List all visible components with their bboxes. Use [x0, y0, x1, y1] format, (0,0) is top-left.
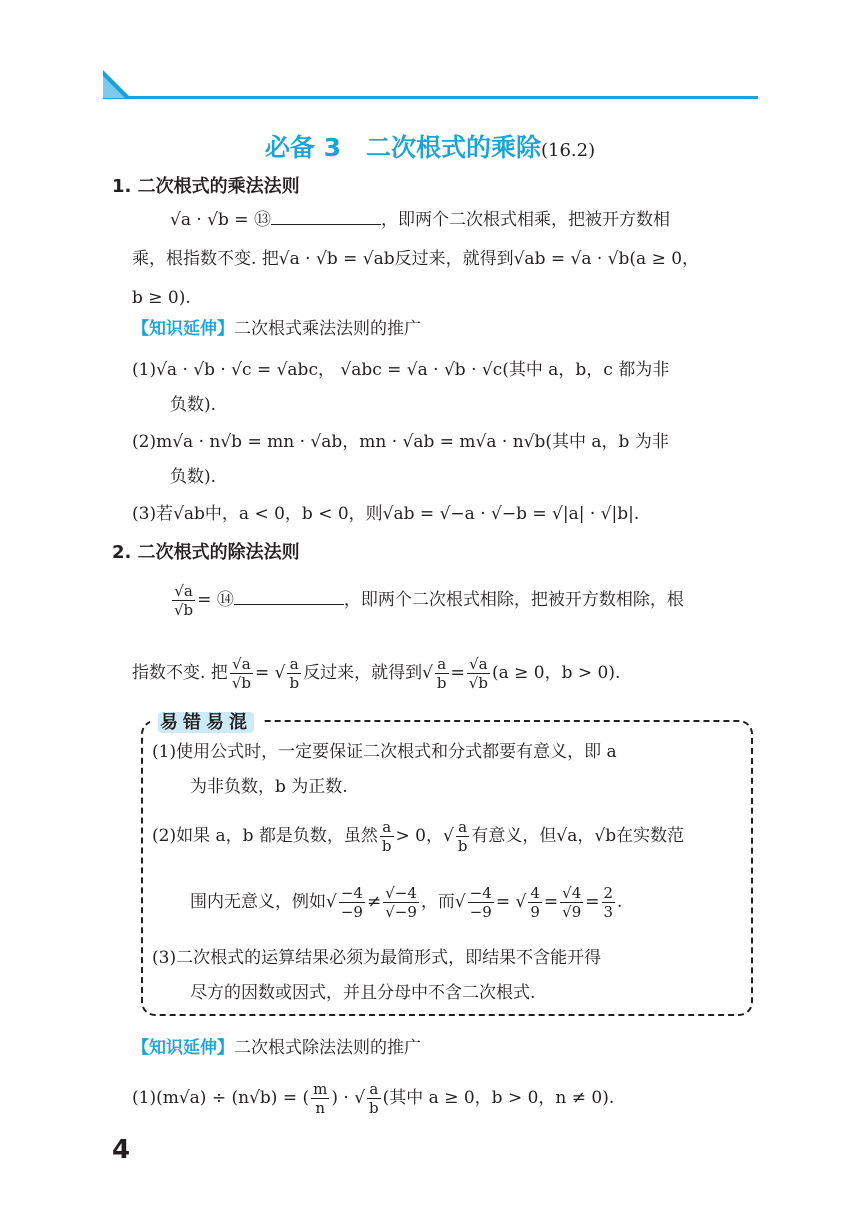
s1-ext-1a: (1)√a · √b · √c = √abc， √abc = √a · √b · √c(其中 a，b，c 都为非 [132, 360, 670, 380]
s1-ext-1b: 负数). [170, 395, 217, 415]
header-corner-icon [103, 70, 131, 98]
s1-extension: 【知识延伸】二次根式乘法法则的推广 [132, 319, 421, 339]
pitfall-3a: (3)二次根式的运算结果必须为最简形式，即结果不含能开得 [152, 948, 602, 968]
ext2-formula: (1)(m√a) ÷ (n√b) = ( $\frac{m}{n}$ ) · √ $\frac{a}{b}$ (其中 a ≥ 0，b > 0，n ≠ 0). [132, 1080, 615, 1117]
ext2-heading: 【知识延伸】二次根式除法法则的推广 [132, 1038, 421, 1058]
pitfall-2a: (2)如果 a，b 都是负数，虽然 $\frac{a}{b}$ > 0，√ $\frac{a}{b}$ 有意义，但√a，√b在实数范 [152, 818, 685, 855]
s2-line2: 指数不变. 把 $\frac{√a}{√b}$ = √ $\frac{a}{b}$ 反过来，就得到√ $\frac{a}{b}$ = $\frac{√a}{√b}$ (a ≥ 0，b > 0). [132, 655, 621, 692]
header-rule [103, 96, 758, 99]
page-number: 4 [112, 1135, 131, 1165]
s1-line3: b ≥ 0). [132, 288, 191, 308]
pitfall-1a: (1)使用公式时，一定要保证二次根式和分式都要有意义，即 a [152, 742, 617, 762]
answer-blank-14[interactable] [234, 586, 344, 605]
s1-ext-3: (3)若√ab中，a < 0，b < 0，则√ab = √−a · √−b = √|a| · √|b|. [132, 504, 640, 524]
s1-line1: √a · √b = ⑬ ，即两个二次根式相乘，把被开方数相 [170, 206, 670, 234]
page-title: 必备 3 二次根式的乘除(16.2) [264, 133, 596, 162]
answer-blank-13[interactable] [271, 206, 381, 225]
s2-line1: $\frac{√a}{√b}$ = ⑭ ，即两个二次根式相除，把被开方数相除，根 [174, 582, 684, 619]
section2-heading: 2. 二次根式的除法法则 [112, 542, 300, 563]
pitfall-tag: 易错易混 [150, 706, 262, 736]
s1-ext-2a: (2)m√a · n√b = mn · √ab，mn · √ab = m√a · n√b(其中 a，b 为非 [132, 432, 669, 452]
pitfall-3b: 尽方的因数或因式，并且分母中不含二次根式. [190, 983, 536, 1003]
pitfall-2b: 围内无意义，例如√ $\frac{-4}{-9}$ ≠ $\frac{√-4}{√-9}$ ，而√ $\frac{-4}{-9}$ = √ $\frac{4}{9}$ = $\frac{√4}{√9}$ = $\frac{2}{3}$ . [190, 884, 623, 921]
s1-line2: 乘，根指数不变. 把√a · √b = √ab反过来，就得到√ab = √a · √b(a ≥ 0， [132, 249, 700, 269]
s1-ext-2b: 负数). [170, 467, 217, 487]
pitfall-1b: 为非负数，b 为正数. [190, 777, 348, 797]
section1-heading: 1. 二次根式的乘法法则 [112, 176, 300, 197]
